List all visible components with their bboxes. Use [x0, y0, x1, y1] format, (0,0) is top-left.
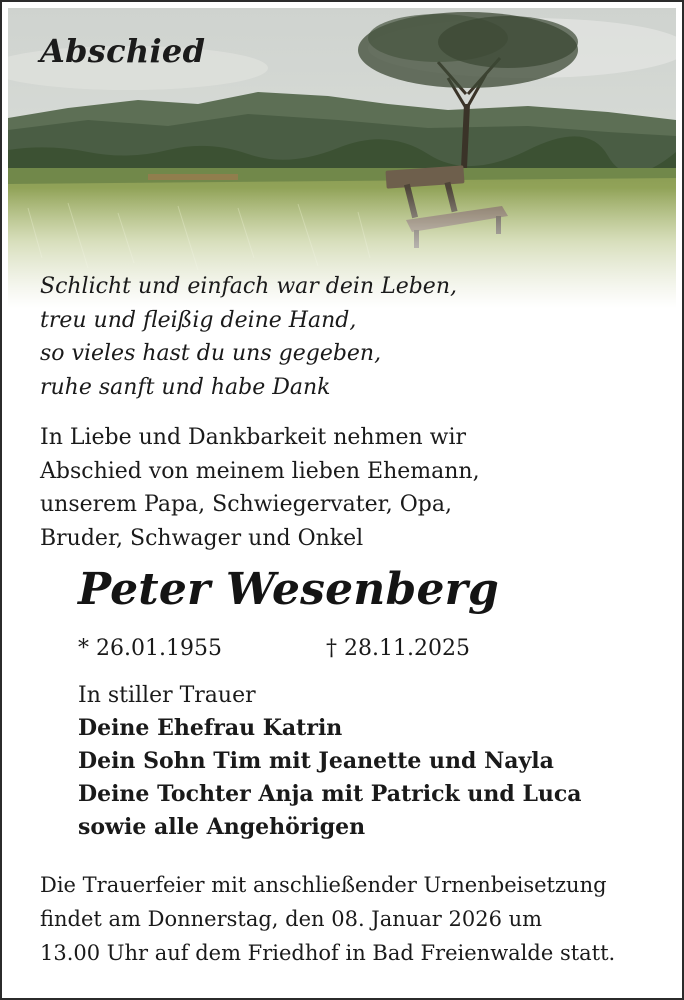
mourner-name: Deine Ehefrau Katrin	[78, 715, 343, 741]
intro-line: In Liebe und Dankbarkeit nehmen wir	[40, 425, 467, 450]
deceased-name: Peter Wesenberg	[78, 564, 499, 615]
intro-text	[40, 421, 480, 555]
service-line: findet am Donnerstag, den 08. Januar 2026 um	[40, 907, 543, 931]
death-date: † 28.11.2025	[326, 636, 470, 661]
poem-line: Schlicht und einfach war dein Leben,	[40, 274, 457, 299]
notice-heading: Abschied	[40, 32, 206, 70]
life-dates	[78, 636, 638, 666]
poem-line: so vieles hast du uns gegeben,	[40, 341, 382, 366]
mourner-name: sowie alle Angehörigen	[78, 814, 366, 840]
service-line: Die Trauerfeier mit anschließender Urnenbeisetzung	[40, 873, 607, 897]
mourning-lead: In stiller Trauer	[78, 683, 256, 708]
service-line: 13.00 Uhr auf dem Friedhof in Bad Freienwalde statt.	[40, 941, 616, 965]
intro-line: unserem Papa, Schwiegervater, Opa,	[40, 492, 452, 517]
poem-line: ruhe sanft und habe Dank	[40, 374, 331, 400]
birth-date: * 26.01.1955	[78, 636, 222, 661]
mourner-name: Deine Tochter Anja mit Patrick und Luca	[78, 781, 582, 807]
poem	[40, 270, 457, 404]
mourners-list	[78, 679, 582, 844]
funeral-service-info	[40, 868, 615, 970]
intro-line: Bruder, Schwager und Onkel	[40, 525, 364, 551]
intro-line: Abschied von meinem lieben Ehemann,	[40, 458, 480, 484]
mourner-name: Dein Sohn Tim mit Jeanette und Nayla	[78, 748, 554, 774]
poem-line: treu und fleißig deine Hand,	[40, 307, 357, 333]
